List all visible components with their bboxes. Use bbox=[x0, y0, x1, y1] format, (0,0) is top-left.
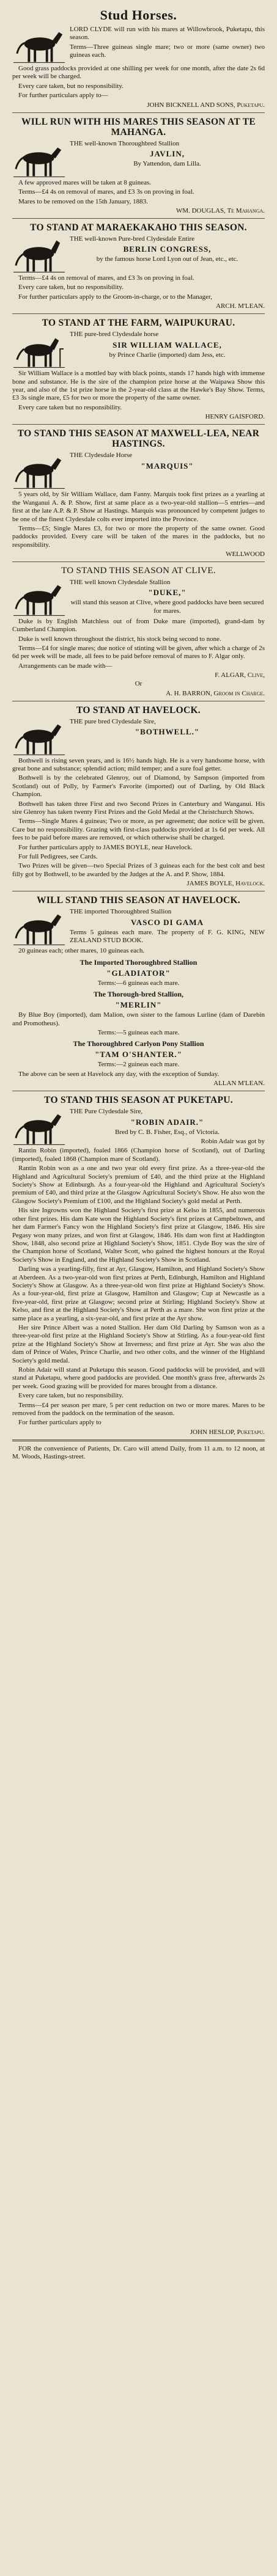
ad-title: TO STAND AT MARAEKAKAHO THIS SEASON. bbox=[30, 222, 247, 233]
ad-terms: Terms—£5; Single Mares £3, for two or more the property of the same owner. Good paddocks provided. Every care will be taken of the mares in the paddocks, but no responsibility. bbox=[12, 525, 265, 549]
ad-intro: THE well-known Thoroughbred Stallion bbox=[70, 139, 180, 147]
horse-illustration-icon bbox=[12, 579, 66, 618]
stallion-name: BERLIN CONGRESS, bbox=[123, 244, 212, 254]
ad-body bbox=[70, 718, 265, 738]
ad-signer: JOHN BICKNELL AND SONS, Puketapu. bbox=[147, 101, 265, 109]
ad-row bbox=[12, 579, 265, 618]
divider bbox=[12, 424, 265, 425]
ad-robin-adair bbox=[12, 1095, 265, 1436]
horse-illustration-icon bbox=[12, 908, 66, 947]
ad-terms: Terms:—6 guineas each mare. bbox=[97, 979, 180, 987]
ad-pedigree: by Prince Charlie (imported) dam Jess, etc. bbox=[109, 351, 226, 359]
ad-intro: THE Pure Clydesdale Sire, bbox=[70, 1108, 143, 1116]
horse-illustration-icon bbox=[12, 140, 66, 179]
ad-marquis bbox=[12, 428, 265, 558]
divider bbox=[12, 112, 265, 113]
horse-illustration-icon bbox=[12, 452, 66, 491]
ad-body bbox=[70, 331, 265, 360]
ad-arrangements: Arrangements can be made with— bbox=[18, 662, 113, 670]
ad-sir-william-wallace bbox=[12, 318, 265, 420]
ad-terms: Terms—£4 per season per mare, 5 per cent reduction on two or more mares. Mares to be removed from the paddock on the termination of the season. bbox=[12, 1401, 265, 1418]
ad-title: TO STAND THIS SEASON AT MAXWELL-LEA, NEAR HASTINGS. bbox=[17, 428, 260, 450]
footer-notice-text: FOR the convenience of Patients, Dr. Caro will attend Daily, from 11 a.m. to 12 noon, at M. Woods, Hastings-street. bbox=[12, 1444, 265, 1461]
ad-row bbox=[12, 452, 265, 491]
ad-grazing: Good grass paddocks provided at one shilling per week for one month, after the date 2s 6d per week will be charged. bbox=[12, 65, 265, 81]
ad-care: Every care taken, but no responsibility. bbox=[18, 284, 124, 291]
ad-note: The above can be seen at Havelock any day, with the exception of Sunday. bbox=[18, 1070, 220, 1078]
ad-body bbox=[70, 908, 265, 946]
ad-description: Terms 5 guineas each mare. The property of F. G. KING, NEW ZEALAND STUD BOOK. bbox=[70, 928, 265, 945]
ad-removal: Mares to be removed on the 15th January, 1883. bbox=[18, 197, 148, 205]
ad-duke bbox=[12, 566, 265, 697]
ad-body bbox=[70, 26, 265, 61]
divider bbox=[12, 1440, 265, 1441]
ad-description: Robin Adair was got by bbox=[201, 1138, 265, 1146]
ad-terms: Terms—£4 4s on removal of mares, and £3 3s on proving in foal. bbox=[18, 274, 194, 282]
ad-row bbox=[12, 26, 265, 65]
ad-description: Her sire Prince Albert was a noted Stallion. Her dam Old Darling by Samson won as a three-year-old first prize at the Highland Society's Show at Stirling. As a four-year-old first prize at the Highland Society's Show at Inverness; and first prize at Ayr. She was also the dam of Prince of Wales, Prince Charlie, and two other colts, and the winner of the Highland Society's gold medal. bbox=[12, 1323, 265, 1364]
ad-signer: JAMES BOYLE, Havelock. bbox=[187, 880, 265, 888]
ad-care: Every care taken, but no responsibility. bbox=[18, 82, 124, 90]
ad-description: Rantin Robin (imported), foaled 1866 (Champion horse of Scotland), out of Darling (imported), foaled 1868 (Champion mare of Scotland). bbox=[12, 1147, 265, 1163]
ad-title: TO STAND THIS SEASON AT PUKETAPU. bbox=[44, 1095, 233, 1106]
page-heading: Stud Horses. bbox=[100, 7, 177, 23]
ad-signer: A. H. BARRON, Groom in Charge. bbox=[166, 689, 265, 697]
ad-apply: For further particulars apply to bbox=[18, 1419, 102, 1427]
ad-title: TO STAND AT HAVELOCK. bbox=[76, 704, 201, 715]
horse-illustration-icon bbox=[12, 331, 66, 370]
ad-signer: WM. DOUGLAS, Te Mahanga. bbox=[175, 207, 265, 214]
ad-body bbox=[70, 452, 265, 472]
ad-signer: ALLAN M'LEAN. bbox=[213, 1080, 265, 1088]
ad-body bbox=[70, 579, 265, 617]
horse-illustration-icon bbox=[12, 26, 66, 65]
ad-row bbox=[12, 908, 265, 947]
ad-apply: For further particulars apply to— bbox=[18, 92, 108, 100]
ad-body bbox=[70, 235, 265, 265]
ad-description: 20 guineas each; other mares, 10 guineas each. bbox=[18, 947, 145, 955]
ad-intro: THE imported Thoroughbred Stallion bbox=[70, 908, 172, 916]
ad-signer: WELLWOOD bbox=[226, 551, 265, 558]
ad-intro: THE pure bred Clydesdale Sire, bbox=[70, 717, 156, 725]
ad-description: Bothwell is by the celebrated Glenroy, out of Diamond, by Sampson (imported from Scotland) out of Polly, by Farmer's Favorite (imported) out of Darling, by Old Black Champion. bbox=[12, 774, 265, 799]
stallion-name: "DUKE," bbox=[148, 588, 187, 598]
ad-description: His sire Ingrowns won the Highland Society's first prize at Kelso in 1855, and numerous other first prizes. His dam Kate won the Highland Society's first prizes at Campbeltown, and her dam Farmer's Fancy won the Highland Society's first prize at Glasgow, 1846. His sire Pegasy won many prizes, and won first at Glasgow, 1846. His dam won first at Haddington Show, 1848, also second prize at Highland Society's Show, 1851. Clyde Boy was the sire of the Champion horse of Scotland, Walter Scott, who gained the highest honours at the Royal Society's Show in England, and the Highland Society's Show in Scotland. bbox=[12, 1207, 265, 1264]
ad-pedigree: By Yattendon, dam Lilla. bbox=[133, 160, 201, 168]
ad-apply: For further particulars apply to the Groom-in-charge, or to the Manager, bbox=[18, 293, 213, 301]
stallion-name: "MERLIN" bbox=[115, 1000, 162, 1010]
stallion-name: SIR WILLIAM WALLACE, bbox=[113, 340, 222, 349]
ad-terms: Terms—£4 for single mares; due notice of stinting will be given, after which a charge of 2s 6d per week will be made, all fees to be paid before removal of mares to F. Algar only. bbox=[12, 644, 265, 660]
ad-description: Duke is by English Matchless out of from Duke mare (imported), grand-dam by Cumberland Champion. bbox=[12, 617, 265, 634]
ad-care: Every care taken but no responsibility. bbox=[18, 403, 122, 411]
ad-description: Sir William Wallace is a mottled bay with black points, stands 17 hands high with immense bone and substance. He is the sire of the champion prize horse at the Waipawa Show this year, and also of the 1st prize horse in the 2-year-old class at the Hawke's Bay Show. Terms, £3 3s single mare, £5 for two or more the property of the same owner. bbox=[12, 370, 265, 402]
ad-body bbox=[70, 140, 265, 170]
ad-row bbox=[12, 1108, 265, 1147]
stallion-name: "BOTHWELL." bbox=[135, 727, 200, 737]
ad-javlin bbox=[12, 117, 265, 214]
horse-illustration-icon bbox=[12, 1108, 66, 1147]
ad-subhead: The Thoroughbred Carlyon Pony Stallion bbox=[73, 1039, 204, 1048]
ad-berlin-congress bbox=[12, 222, 265, 310]
ad-prizes: Two Prizes will be given—two Special Prizes of 3 guineas each for the best colt and best filly got by Bothwell, to be awarded by the Judges at the A. and P. Show, 1884. bbox=[12, 862, 265, 878]
stallion-name: "ROBIN ADAIR." bbox=[130, 1117, 204, 1127]
ad-subhead: The Thorough-bred Stallion, bbox=[93, 990, 184, 999]
ad-description: Rantin Robin won as a one and two year old every first prize. As a three-year-old the Highland and Agricultural Society's premium of £40, and the third prize at the Highland Society's Show at Edinburgh. As a four-year-old the Highland and Agricultural Society's premium of £40, and third prize at the Glasgow Agricultural Society's Show. He also won the Glasgow Society's Premium of £100, and the Highland Society's gold medal at Perth. bbox=[12, 1165, 265, 1205]
ad-title: WILL RUN WITH HIS MARES THIS SEASON AT TE MAHANGA. bbox=[21, 116, 256, 137]
ad-apply: For further particulars apply to JAMES BOYLE, near Havelock. bbox=[18, 843, 193, 851]
ad-row bbox=[12, 718, 265, 757]
ad-signer: JOHN HESLOP, Puketapu. bbox=[190, 1428, 265, 1436]
ad-row bbox=[12, 140, 265, 179]
ad-signer: ARCH. M'LEAN. bbox=[216, 302, 265, 310]
stallion-name: "TAM O'SHANTER." bbox=[95, 1050, 182, 1059]
divider bbox=[12, 218, 265, 219]
stallion-name: VASCO DI GAMA bbox=[131, 917, 204, 927]
ad-description: 5 years old, by Sir William Wallace, dam Fanny. Marquis took first prizes as a yearling at the Wanganui A. & P. Show, first at same place as a two-year-old stallion—5 entries—and first at the late A.P. & P. Show at Hastings. Marquis was pronounced by competent judges to be one of the finest Clydesdale colts ever imported into the Province. bbox=[12, 491, 265, 523]
ad-care: Every care taken, but no responsibility. bbox=[18, 1392, 124, 1400]
horse-illustration-icon bbox=[12, 718, 66, 757]
ad-pedigree: will stand this season at Clive, where good paddocks have been secured for mares. bbox=[70, 599, 264, 615]
ad-description: Bothwell is rising seven years, and is 16½ hands high. He is a very handsome horse, with great bone and substance; splendid action; mild temper; and a sure foal getter. bbox=[12, 756, 265, 773]
newspaper-page bbox=[9, 4, 268, 2564]
ad-intro: LORD CLYDE will run with his mares at Willowbrook, Puketapu, this season. bbox=[70, 26, 265, 42]
horse-illustration-icon bbox=[12, 235, 66, 274]
ad-signer: HENRY GAISFORD. bbox=[205, 413, 265, 421]
ad-title: TO STAND AT THE FARM, WAIPUKURAU. bbox=[42, 318, 235, 329]
ad-row bbox=[12, 235, 265, 274]
ad-lord-clyde bbox=[12, 26, 265, 109]
ad-title: WILL STAND THIS SEASON AT HAVELOCK. bbox=[37, 895, 240, 906]
ad-intro: THE pure-bred Clydesdale horse bbox=[70, 331, 159, 338]
ad-terms: Terms:—5 guineas each mare. bbox=[97, 1028, 180, 1036]
ad-terms: A few approved mares will be taken at 8 guineas. bbox=[18, 178, 151, 186]
ad-intro: THE well known Clydesdale Stallion bbox=[70, 578, 171, 586]
ad-signer: F. ALGAR, Clive, bbox=[215, 671, 265, 679]
ad-pedigree: Bred by C. B. Fisher, Esq., of Victoria. bbox=[115, 1128, 220, 1136]
ad-terms: Terms:—2 guineas each mare. bbox=[97, 1061, 180, 1069]
stallion-name: "MARQUIS" bbox=[141, 461, 194, 470]
ad-description: Bothwell has taken three First and two Second Prizes in Canterbury and Wanganui. His sire Glenroy has taken twenty First Prizes and the Gold Medal at the Christchurch Shows. bbox=[12, 800, 265, 816]
ad-row bbox=[12, 331, 265, 370]
ad-description: Duke is well known throughout the district, his stock being second to none. bbox=[18, 635, 221, 643]
ad-description: By Blue Boy (imported), dam Malion, own sister to the famous Lurline (dam of Darebin and Promotheus). bbox=[12, 1011, 265, 1027]
ad-subhead: The Imported Thoroughbred Stallion bbox=[79, 957, 198, 967]
ad-pedigree: by the famous horse Lord Lyon out of Jean, etc., etc. bbox=[96, 255, 238, 263]
divider bbox=[12, 313, 265, 314]
ad-bothwell bbox=[12, 705, 265, 888]
ad-body bbox=[70, 1108, 265, 1147]
ad-terms: Terms—Three guineas single mare; two or more (same owner) two guineas each. bbox=[70, 43, 265, 59]
ad-or: Or bbox=[135, 680, 142, 688]
ad-intro: THE Clydesdale Horse bbox=[70, 452, 133, 459]
ad-havelock-stallions bbox=[12, 895, 265, 1087]
ad-payment: Terms—£4 4s on removal of mares, and £3 3s on proving in foal. bbox=[18, 188, 194, 196]
ad-title: TO STAND THIS SEASON AT CLIVE. bbox=[61, 566, 216, 576]
stallion-name: "GLADIATOR" bbox=[106, 968, 171, 978]
ad-footer-notice bbox=[12, 1445, 265, 1462]
stallion-name: JAVLIN, bbox=[150, 149, 185, 159]
ad-description: Robin Adair will stand at Puketapu this season. Good paddocks will be provided, and will stand at Puketapu, where good paddocks are provided. One month's grass free, afterwards 2s per week. Good grazing will be provided for mares brought from a distance. bbox=[12, 1366, 265, 1390]
ad-terms: Terms—Single Mares 4 guineas; Two or more, as per agreement; due notice will be given. Care but no responsibility. Grazing with first-class paddocks provided at 1s 6d per week. All fees to be paid before mares are removed, or which otherwise shall be charged. bbox=[12, 818, 265, 842]
ad-intro: THE well-known Pure-bred Clydesdale Entire bbox=[70, 235, 195, 243]
ad-pedigrees: For full Pedigrees, see Cards. bbox=[18, 853, 98, 861]
ad-description: Darling was a yearling-filly, first at Ayr, Glasgow, Hamilton, and Highland Society's Show at Aberdeen. As a two-year-old won first prizes at Perth, Edinburgh, Hamilton and Highland Society's Show at Glasgow. As a three-year-old won first prize at Highland Society's Show. As a four-year-old, first prize at Glasgow, Hamilton and Glasgow; Cup at Newcastle as a five-year-old, first prize at Glasgow; second prize at Stirling; Highland Society's Show at Kelso, and first at the Highland Society's Show at Perth as a mare. She won first prize at the same place as a yearling, a six-year-old, and first prize at the Ayr show. bbox=[12, 1265, 265, 1322]
